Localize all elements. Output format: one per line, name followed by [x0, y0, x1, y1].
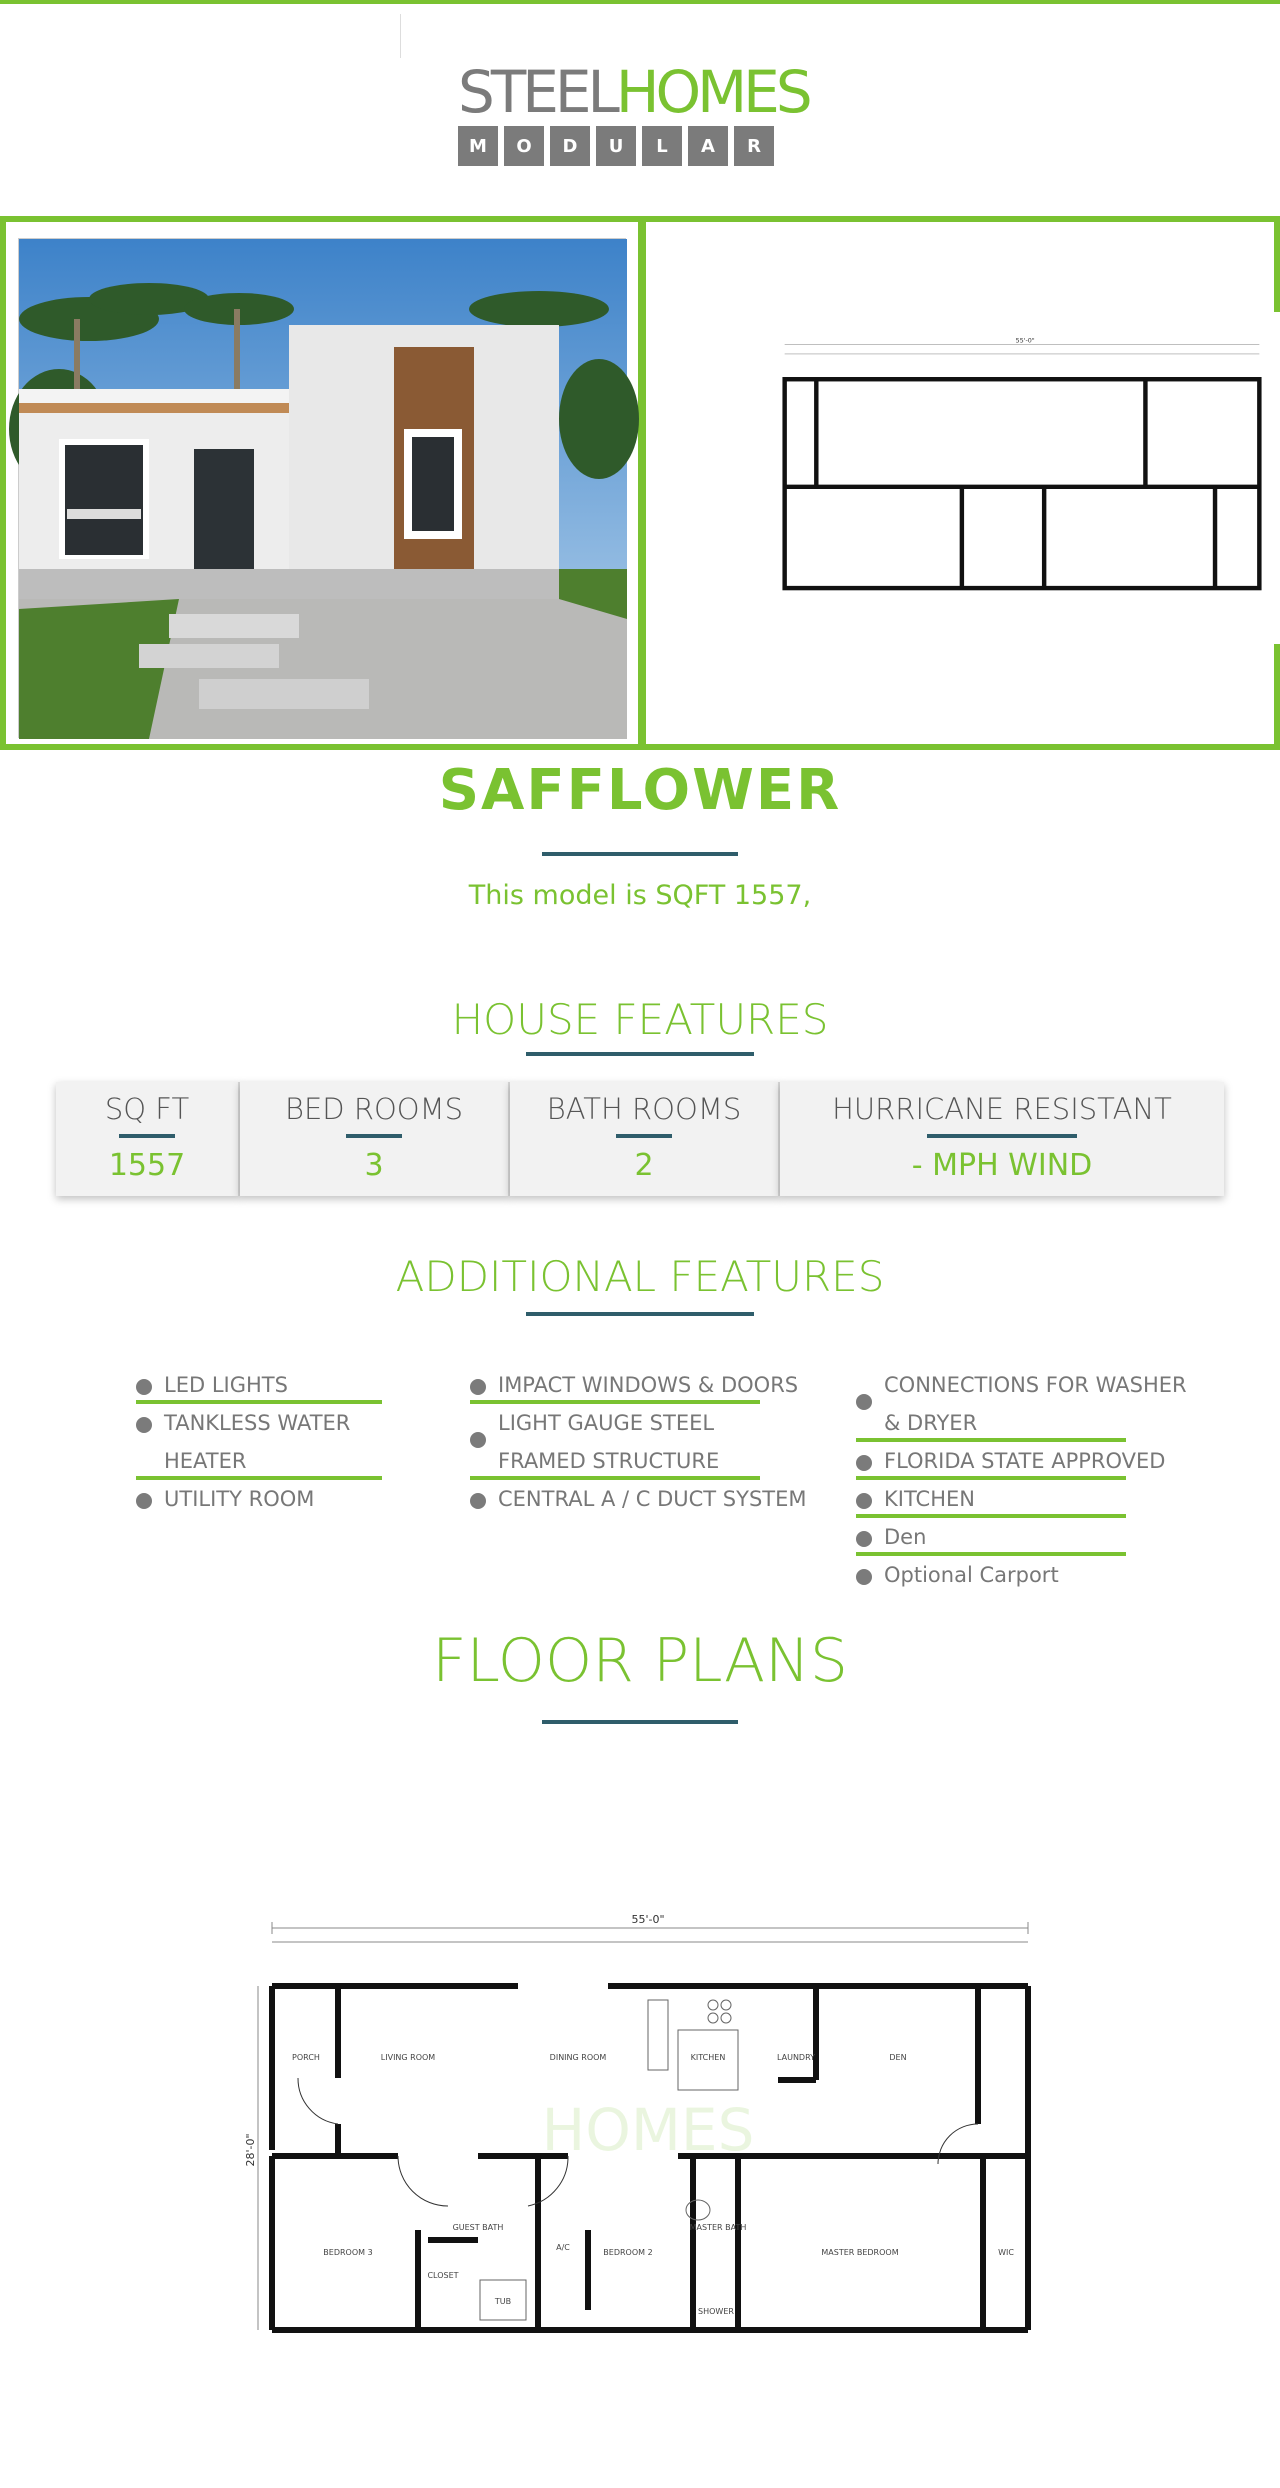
list-item — [856, 1556, 1206, 1594]
section-underline — [526, 1052, 754, 1056]
room-label: A/C — [556, 2243, 570, 2252]
list-item — [136, 1404, 436, 1480]
features-column-2 — [470, 1366, 820, 1518]
logo-letter: R — [734, 126, 774, 166]
room-label: MASTER BEDROOM — [821, 2248, 899, 2257]
header-divider — [400, 14, 401, 58]
feature-value: 1557 — [108, 1148, 186, 1183]
room-label: DINING ROOM — [549, 2053, 607, 2062]
logo-word-steel: STEEL — [458, 58, 616, 126]
feature-divider — [616, 1134, 672, 1138]
logo-letter: M — [458, 126, 498, 166]
feature-hurricane — [780, 1082, 1224, 1196]
list-item — [856, 1366, 1196, 1442]
list-item — [856, 1518, 1206, 1556]
gallery-slide-floor-plan[interactable] — [640, 216, 1280, 750]
feature-bathrooms — [510, 1082, 780, 1196]
logo-subword — [458, 126, 822, 166]
room-label: BEDROOM 3 — [323, 2248, 373, 2257]
feature-sqft — [56, 1082, 240, 1196]
gallery — [0, 216, 1280, 750]
feature-label: HURRICANE RESISTANT — [832, 1092, 1172, 1126]
feature-label: BED ROOMS — [284, 1092, 464, 1126]
list-item-text: CENTRAL A / C DUCT SYSTEM — [498, 1487, 807, 1511]
model-description: This model is SQFT 1557, — [468, 880, 812, 911]
list-item — [856, 1442, 1206, 1480]
additional-features-heading: ADDITIONAL FEATURES — [395, 1252, 885, 1301]
site-logo[interactable] — [458, 58, 822, 168]
logo-letter: D — [550, 126, 590, 166]
frame-edge — [1274, 222, 1280, 312]
list-item — [470, 1480, 820, 1518]
plan-dimension: 55'-0" — [1015, 337, 1035, 345]
room-label: GUEST BATH — [452, 2223, 504, 2232]
feature-divider — [927, 1134, 1077, 1138]
list-item-text: CONNECTIONS FOR WASHER & DRYER — [884, 1373, 1187, 1435]
list-item-text: LIGHT GAUGE STEEL FRAMED STRUCTURE — [498, 1411, 720, 1473]
list-item — [470, 1404, 770, 1480]
section-underline — [526, 1312, 754, 1316]
gallery-slide-photo[interactable] — [0, 216, 644, 750]
room-label: LAUNDRY — [776, 2053, 816, 2062]
room-label: DEN — [889, 2053, 907, 2062]
room-label: BEDROOM 2 — [603, 2248, 653, 2257]
floor-plans-heading: FLOOR PLANS — [431, 1626, 848, 1696]
frame-edge — [1274, 644, 1280, 744]
feature-value: - MPH WIND — [911, 1148, 1093, 1183]
list-item — [856, 1480, 1206, 1518]
floor-plan-drawing[interactable] — [244, 1910, 1038, 2340]
room-label: TUB — [494, 2297, 512, 2306]
title-underline — [542, 852, 738, 856]
watermark-logo: HOMES — [541, 2096, 755, 2164]
room-label: LIVING ROOM — [380, 2053, 436, 2062]
list-item — [136, 1366, 436, 1404]
logo-wordmark — [458, 58, 822, 126]
list-item-text: Optional Carport — [884, 1563, 1059, 1587]
logo-word-homes: HOMES — [615, 58, 809, 126]
list-item — [470, 1366, 820, 1404]
room-label: MASTER BATH — [689, 2223, 747, 2232]
feature-divider — [119, 1134, 175, 1138]
list-item-text: IMPACT WINDOWS & DOORS — [498, 1373, 799, 1397]
house-exterior-photo — [18, 238, 626, 738]
house-features-heading: HOUSE FEATURES — [451, 995, 829, 1044]
room-label: SHOWER — [698, 2307, 734, 2316]
list-item-text: TANKLESS WATER HEATER — [164, 1411, 351, 1473]
list-item-text: FLORIDA STATE APPROVED — [884, 1449, 1166, 1473]
features-column-3 — [856, 1366, 1206, 1594]
feature-divider — [346, 1134, 402, 1138]
feature-label: BATH ROOMS — [546, 1092, 742, 1126]
list-item — [136, 1480, 436, 1518]
list-item-text: LED LIGHTS — [164, 1373, 288, 1397]
floor-plan-thumbnail — [772, 326, 1272, 616]
feature-value: 3 — [364, 1148, 384, 1183]
section-underline — [542, 1720, 738, 1724]
list-item-text: Den — [884, 1525, 927, 1549]
features-column-1 — [136, 1366, 436, 1518]
logo-letter: O — [504, 126, 544, 166]
model-title: SAFFLOWER — [438, 758, 842, 823]
list-item-text: UTILITY ROOM — [164, 1487, 315, 1511]
list-item-text: KITCHEN — [884, 1487, 975, 1511]
room-label: PORCH — [292, 2053, 320, 2062]
top-accent-line — [0, 0, 1280, 4]
dimension-width: 55'-0" — [631, 1913, 665, 1926]
house-features-list — [56, 1082, 1224, 1196]
room-label: KITCHEN — [690, 2053, 726, 2062]
feature-value: 2 — [634, 1148, 654, 1183]
dimension-depth: 28'-0" — [244, 2133, 257, 2167]
logo-letter: L — [642, 126, 682, 166]
room-label: CLOSET — [427, 2271, 459, 2280]
feature-bedrooms — [240, 1082, 510, 1196]
room-label: WIC — [998, 2248, 1014, 2257]
logo-letter: U — [596, 126, 636, 166]
feature-label: SQ FT — [104, 1092, 190, 1126]
logo-letter: A — [688, 126, 728, 166]
